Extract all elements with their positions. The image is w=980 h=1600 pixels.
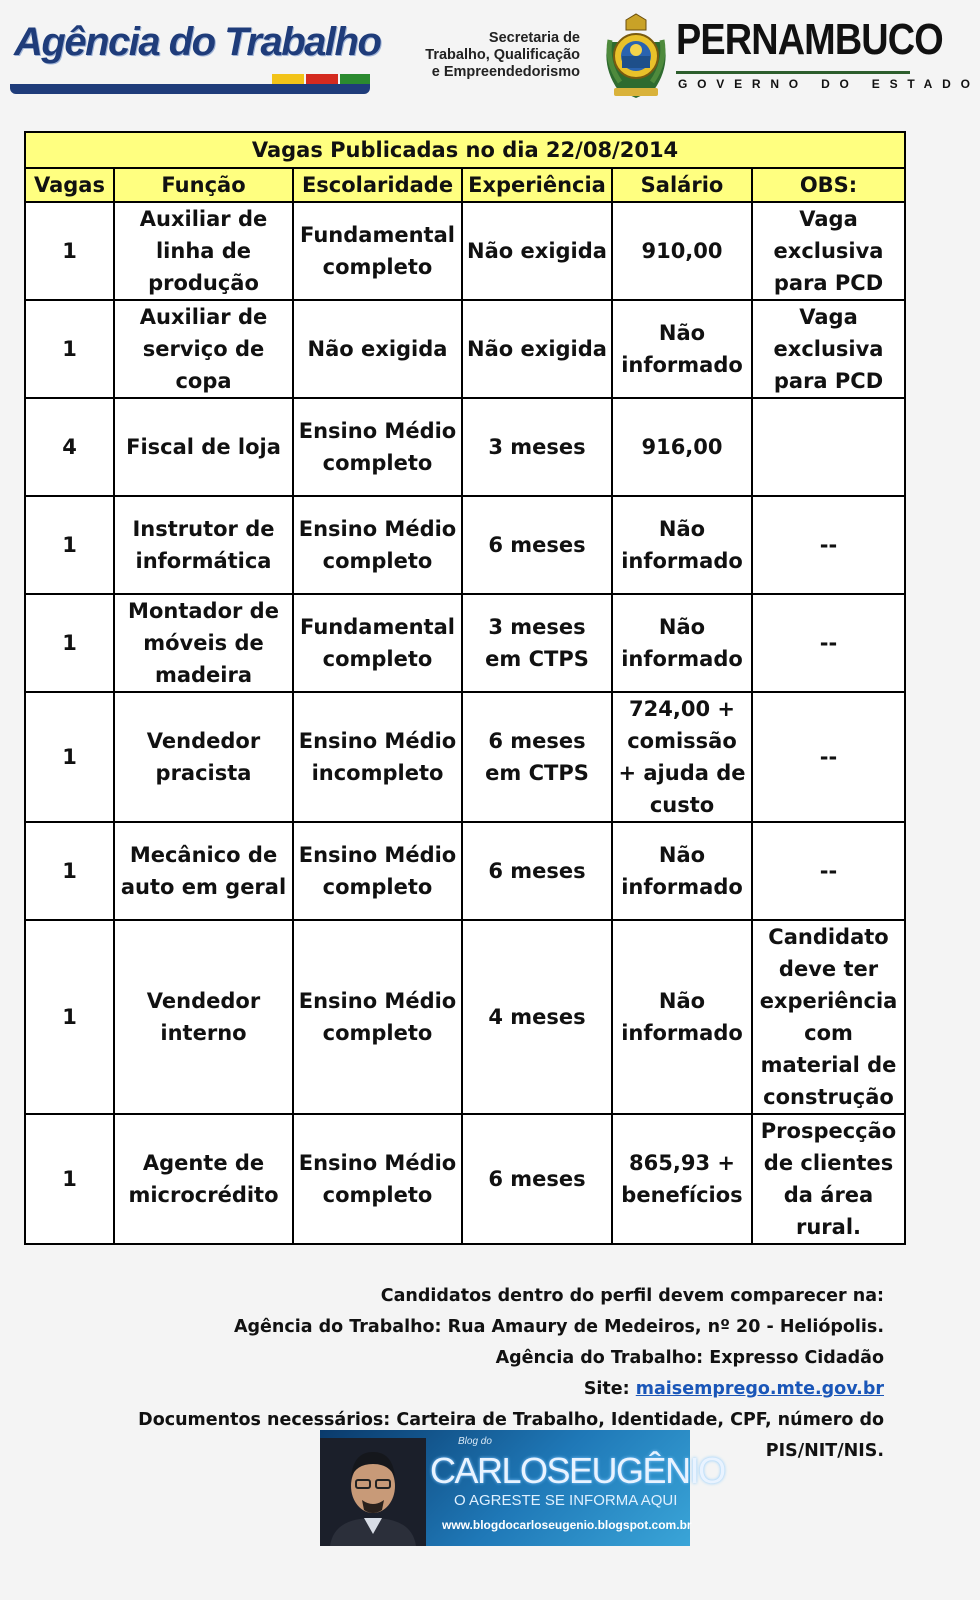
table-title: Vagas Publicadas no dia 22/08/2014 — [25, 132, 905, 168]
site-link[interactable]: maisemprego.mte.gov.br — [635, 1379, 884, 1399]
cell-experiencia: 6 meses — [462, 822, 612, 920]
cell-vagas: 1 — [25, 594, 114, 692]
cell-escolaridade: Fundamental completo — [293, 594, 462, 692]
column-header-salario: Salário — [612, 168, 752, 202]
cell-experiencia: 3 meses em CTPS — [462, 594, 612, 692]
table-row — [25, 1114, 905, 1244]
secretaria-label — [395, 30, 580, 81]
secretaria-line: Secretaria de — [488, 30, 580, 46]
cell-funcao: Vendedor pracista — [114, 692, 293, 822]
cell-escolaridade: Ensino Médio completo — [293, 1114, 462, 1244]
blog-label: Blog do — [458, 1436, 492, 1447]
cell-obs: Prospecção de clientes da área rural. — [752, 1114, 905, 1244]
job-vacancies-table — [24, 131, 906, 1245]
cell-escolaridade: Ensino Médio completo — [293, 822, 462, 920]
table-row — [25, 822, 905, 920]
cell-obs: -- — [752, 594, 905, 692]
secretaria-line: e Empreendedorismo — [431, 64, 580, 80]
cell-funcao: Mecânico de auto em geral — [114, 822, 293, 920]
cell-funcao: Vendedor interno — [114, 920, 293, 1114]
cell-obs: -- — [752, 692, 905, 822]
blog-banner[interactable] — [320, 1430, 725, 1546]
agencia-do-trabalho-logo — [10, 20, 381, 94]
blog-name: CARLOSEUGÊNIO — [430, 1450, 725, 1491]
cell-vagas: 1 — [25, 300, 114, 398]
cell-escolaridade: Ensino Médio incompleto — [293, 692, 462, 822]
column-header-vagas: Vagas — [25, 168, 114, 202]
cell-obs: Vaga exclusiva para PCD — [752, 202, 905, 300]
cell-experiencia: 6 meses — [462, 1114, 612, 1244]
column-header-experiencia: Experiência — [462, 168, 612, 202]
column-header-obs: OBS: — [752, 168, 905, 202]
pernambuco-brand — [676, 15, 980, 95]
info-line: Agência do Trabalho: Expresso Cidadão — [495, 1348, 884, 1368]
agencia-stripe — [10, 74, 370, 92]
cell-vagas: 1 — [25, 822, 114, 920]
state-name: PERNAMBUCO — [676, 15, 943, 64]
agencia-title: Agência do Trabalho — [14, 20, 381, 64]
cell-salario: Não informado — [612, 822, 752, 920]
site-line — [24, 1374, 884, 1405]
state-subtitle: GOVERNO DO ESTADO — [678, 77, 980, 91]
cell-vagas: 1 — [25, 1114, 114, 1244]
cell-experiencia: Não exigida — [462, 202, 612, 300]
cell-salario: Não informado — [612, 496, 752, 594]
table-row — [25, 496, 905, 594]
cell-vagas: 1 — [25, 496, 114, 594]
cell-experiencia: 4 meses — [462, 920, 612, 1114]
cell-salario: Não informado — [612, 920, 752, 1114]
cell-salario: 910,00 — [612, 202, 752, 300]
cell-funcao: Auxiliar de serviço de copa — [114, 300, 293, 398]
cell-salario: 724,00 + comissão + ajuda de custo — [612, 692, 752, 822]
cell-funcao: Montador de móveis de madeira — [114, 594, 293, 692]
info-line: Agência do Trabalho: Rua Amaury de Medeiros, nº 20 - Heliópolis. — [233, 1317, 884, 1337]
cell-vagas: 1 — [25, 920, 114, 1114]
cell-salario: 916,00 — [612, 398, 752, 496]
table-header-row — [25, 168, 905, 202]
cell-experiencia: 6 meses em CTPS — [462, 692, 612, 822]
table-row — [25, 202, 905, 300]
blog-slogan: O AGRESTE SE INFORMA AQUI — [454, 1492, 678, 1509]
cell-experiencia: 6 meses — [462, 496, 612, 594]
cell-escolaridade: Ensino Médio completo — [293, 398, 462, 496]
cell-escolaridade: Ensino Médio completo — [293, 496, 462, 594]
table-row — [25, 692, 905, 822]
column-header-funcao: Função — [114, 168, 293, 202]
cell-salario: Não informado — [612, 594, 752, 692]
cell-salario: Não informado — [612, 300, 752, 398]
secretaria-line: Trabalho, Qualificação — [425, 47, 580, 63]
brand-divider — [676, 71, 910, 74]
table-row — [25, 920, 905, 1114]
info-line: Documentos necessários: Carteira de Trabalho, Identidade, CPF, número do PIS/NIT/NIS. — [138, 1410, 884, 1461]
cell-funcao: Agente de microcrédito — [114, 1114, 293, 1244]
table-row — [25, 594, 905, 692]
cell-vagas: 1 — [25, 202, 114, 300]
cell-salario: 865,93 + benefícios — [612, 1114, 752, 1244]
author-photo-icon — [320, 1438, 426, 1546]
cell-vagas: 1 — [25, 692, 114, 822]
cell-escolaridade: Fundamental completo — [293, 202, 462, 300]
cell-escolaridade: Ensino Médio completo — [293, 920, 462, 1114]
cell-funcao: Fiscal de loja — [114, 398, 293, 496]
cell-funcao: Auxiliar de linha de produção — [114, 202, 293, 300]
cell-escolaridade: Não exigida — [293, 300, 462, 398]
cell-obs: -- — [752, 822, 905, 920]
pernambuco-coat-of-arms-icon — [600, 12, 672, 100]
cell-vagas: 4 — [25, 398, 114, 496]
table-row — [25, 300, 905, 398]
cell-funcao: Instrutor de informática — [114, 496, 293, 594]
cell-obs: Vaga exclusiva para PCD — [752, 300, 905, 398]
site-label: Site: — [583, 1379, 636, 1399]
blog-url[interactable]: www.blogdocarloseugenio.blogspot.com.br — [442, 1518, 692, 1532]
table-row — [25, 398, 905, 496]
cell-obs — [752, 398, 905, 496]
column-header-escolaridade: Escolaridade — [293, 168, 462, 202]
page-header — [0, 0, 980, 120]
cell-obs: -- — [752, 496, 905, 594]
cell-experiencia: 3 meses — [462, 398, 612, 496]
info-line: Candidatos dentro do perfil devem comparecer na: — [380, 1286, 884, 1306]
cell-obs: Candidato deve ter experiência com material de construção — [752, 920, 905, 1114]
cell-experiencia: Não exigida — [462, 300, 612, 398]
